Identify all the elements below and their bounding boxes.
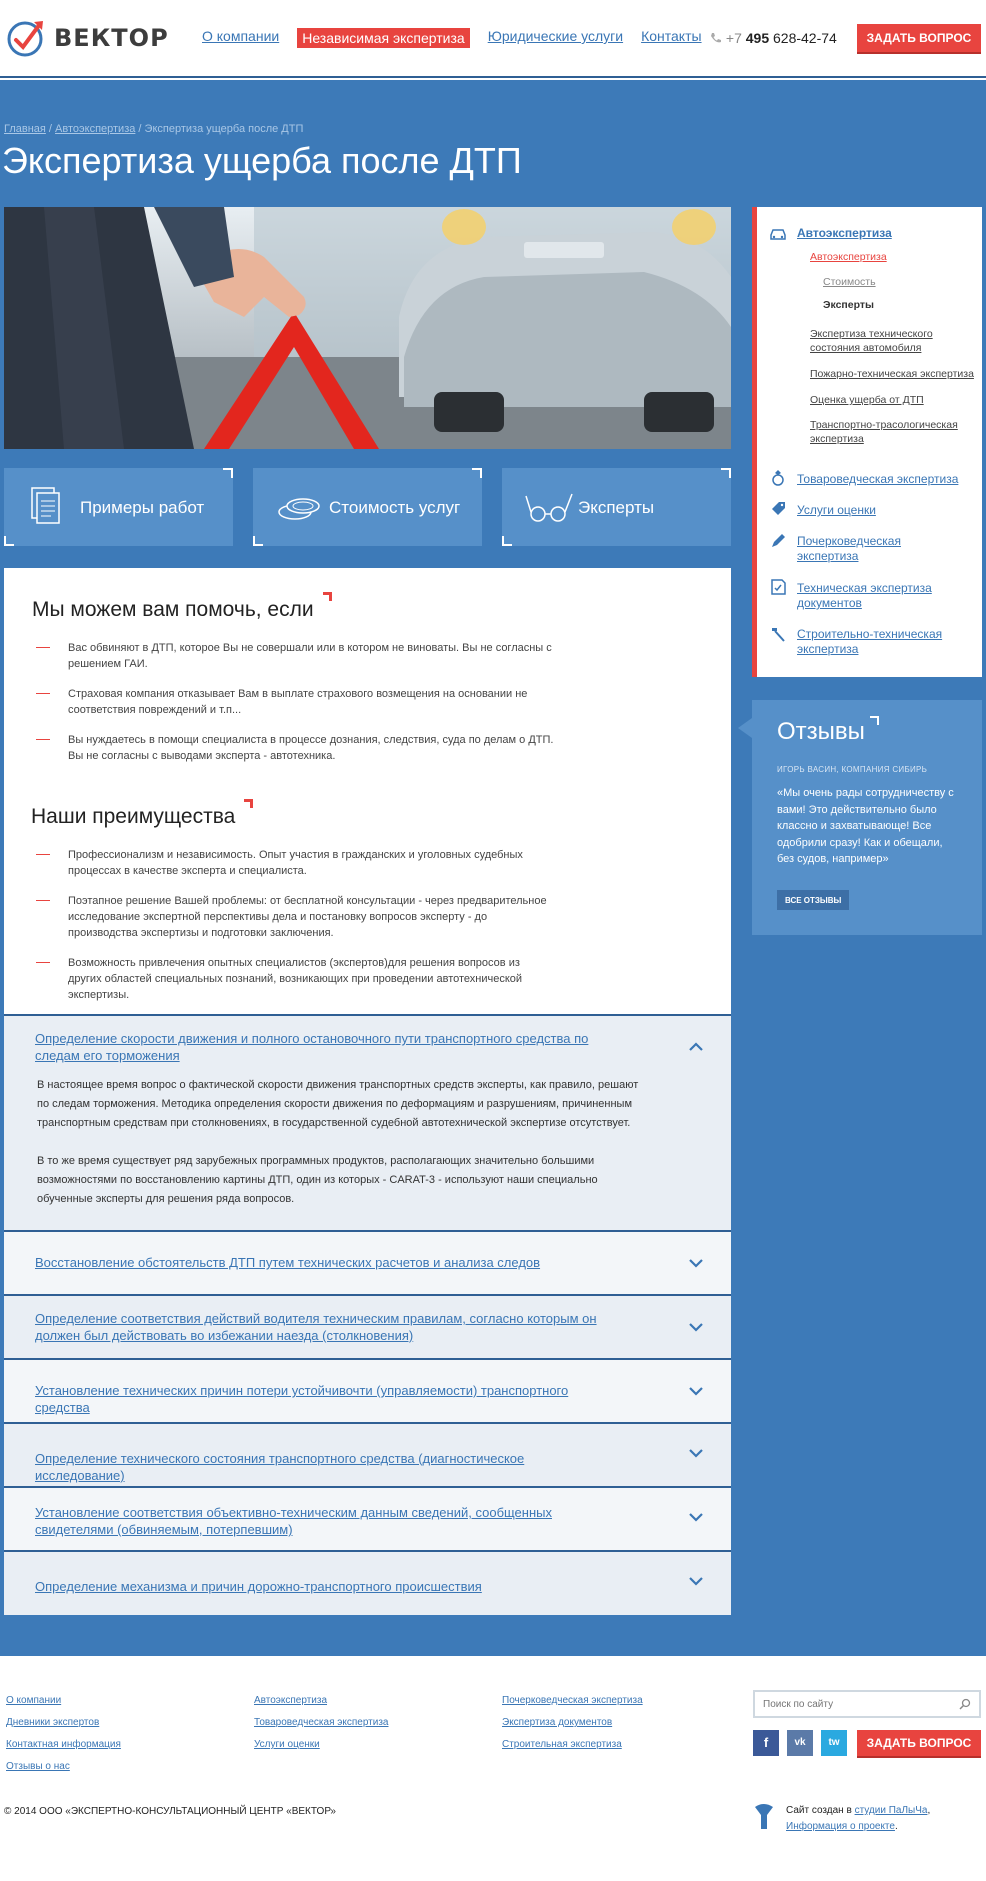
sidebar-item[interactable]: Техническая экспертиза документов — [797, 581, 932, 610]
glasses-icon — [524, 486, 574, 528]
review-author: ИГОРЬ ВАСИН, КОМПАНИЯ СИБИРЬ — [777, 765, 928, 774]
main-nav — [202, 28, 702, 48]
sidebar-sub-auto[interactable]: Автоэкспертиза — [810, 251, 887, 263]
copyright: © 2014 ООО «ЭКСПЕРТНО-КОНСУЛЬТАЦИОННЫЙ ЦЕНТР «ВЕКТОР» — [4, 1806, 336, 1817]
nav-expertise[interactable]: Независимая экспертиза — [297, 28, 469, 48]
reviews-block — [752, 700, 982, 935]
footer-link[interactable]: Строительная экспертиза — [502, 1739, 622, 1750]
accordion-item — [4, 1422, 731, 1486]
coins-icon — [275, 486, 325, 528]
footer-link[interactable]: Контактная информация — [6, 1739, 121, 1750]
phone-icon — [710, 32, 722, 44]
advantages-title: Наши преимущества — [31, 805, 235, 829]
footer-col-3 — [502, 1690, 643, 1756]
sidebar-sub-experts: Эксперты — [823, 299, 874, 311]
footer-col-1 — [6, 1690, 121, 1778]
logo-text: ВЕКТОР — [54, 24, 169, 52]
phone: +7 495 628-42-74 — [710, 30, 837, 46]
nav-legal[interactable]: Юридические услуги — [487, 28, 624, 44]
sidebar-sub-item[interactable]: Экспертиза технического состояния автомобиля — [810, 328, 933, 354]
logo[interactable] — [6, 18, 169, 58]
diamond-ring-icon — [769, 469, 787, 487]
breadcrumb: Главная / Автоэкспертиза / Экспертиза ущерба после ДТП — [4, 123, 304, 135]
breadcrumb-home[interactable]: Главная — [4, 123, 46, 135]
logo-target-icon — [6, 18, 46, 58]
studio-logo-icon — [753, 1803, 775, 1831]
footer-link[interactable]: Автоэкспертиза — [254, 1695, 328, 1706]
help-title: Мы можем вам помочь, если — [32, 598, 314, 622]
footer-link[interactable]: Почерковедческая экспертиза — [502, 1695, 643, 1706]
site-search — [753, 1690, 981, 1718]
sidebar-item[interactable]: Услуги оценки — [797, 503, 876, 517]
info-card — [4, 568, 731, 1014]
accordion-title[interactable]: Установление технических причин потери устойчивочти (управляемости) транспортного средства — [35, 1383, 569, 1415]
search-icon[interactable] — [959, 1698, 971, 1710]
all-reviews-button[interactable]: ВСЕ ОТЗЫВЫ — [777, 890, 849, 910]
hammer-icon — [769, 625, 787, 643]
hero-image — [4, 207, 731, 449]
chevron-up-icon[interactable] — [689, 1040, 703, 1054]
sidebar-sub-item[interactable]: Пожарно-техническая экспертиза — [810, 368, 974, 380]
made-by: Сайт создан в студии ПаЛыЧа, Информация о проекте. — [786, 1805, 931, 1832]
tile-label: Эксперты — [578, 498, 655, 517]
studio-link[interactable]: студии ПаЛыЧа — [854, 1805, 928, 1816]
footer-link[interactable]: Услуги оценки — [254, 1739, 320, 1750]
chevron-down-icon[interactable] — [689, 1256, 703, 1270]
list-item: Профессионализм и независимость. Опыт участия в гражданских и уголовных судебных процессах в качестве эксперта и специалиста. — [34, 847, 554, 879]
page-title: Экспертиза ущерба после ДТП — [2, 140, 522, 181]
sidebar-sub-item[interactable]: Транспортно-трасологическая экспертиза — [810, 419, 958, 445]
accordion-item — [4, 1486, 731, 1550]
review-quote: «Мы очень рады сотрудничеству с вами! Это действительно было классно и захватывающе! Все одобрили сразу! Как и обещали, без судов, например» — [777, 787, 954, 865]
tile-work-examples[interactable] — [4, 468, 233, 546]
accordion-item — [4, 1294, 731, 1358]
sidebar-item[interactable]: Строительно-техническая экспертиза — [797, 627, 943, 656]
sidebar-sub-item[interactable]: Оценка ущерба от ДТП — [810, 394, 924, 406]
sidebar-item[interactable]: Товароведческая экспертиза — [797, 472, 959, 486]
chevron-down-icon[interactable] — [689, 1446, 703, 1460]
advantages-list — [34, 847, 554, 1017]
sidebar-item-auto[interactable]: Автоэкспертиза — [797, 226, 892, 240]
tile-label: Примеры работ — [80, 498, 205, 517]
vkontakte-icon[interactable]: vk — [787, 1730, 813, 1756]
breadcrumb-current: Экспертиза ущерба после ДТП — [144, 123, 304, 135]
nav-about[interactable]: О компании — [202, 28, 280, 44]
footer-link[interactable]: О компании — [6, 1695, 62, 1706]
hero-accident-illustration — [4, 207, 731, 449]
footer-link[interactable]: Отзывы о нас — [6, 1761, 70, 1772]
reviews-title: Отзывы — [777, 718, 865, 746]
accordion-title[interactable]: Установление соответствия объективно-техническим данным сведений, сообщенных свидетелями (обвиняемым, потерпевшим) — [35, 1505, 552, 1537]
project-info-link[interactable]: Информация о проекте — [786, 1821, 895, 1832]
service-tiles — [4, 468, 731, 546]
sidebar-item[interactable]: Почерковедческая экспертиза — [797, 534, 901, 563]
documents-icon — [26, 486, 76, 528]
car-icon — [769, 224, 787, 242]
list-item: Поэтапное решение Вашей проблемы: от бесплатной консультации - через предварительное исследование экспертной перспективы дела и постановку вопросов эксперту - до производства экспертизы и подготовки заключения. — [34, 893, 554, 941]
pen-icon — [769, 532, 787, 550]
list-item: Возможность привлечения опытных специалистов (экспертов)для решения вопросов из других областей специальных познаний, возникающих при проведении автотехнической экспертизы. — [34, 955, 554, 1003]
accordion-title[interactable]: Определение механизма и причин дорожно-транспортного происшествия — [35, 1579, 482, 1594]
accordion-item — [4, 1358, 731, 1422]
ask-question-button[interactable]: ЗАДАТЬ ВОПРОС — [857, 24, 981, 52]
nav-contacts[interactable]: Контакты — [641, 28, 702, 44]
chevron-down-icon[interactable] — [689, 1384, 703, 1398]
list-item: Вы нуждаетесь в помощи специалиста в процессе дознания, следствия, суда по делам о ДТП. Вы не согласны с выводами эксперта - автотехника. — [34, 732, 554, 764]
accordion-item-expanded — [4, 1014, 731, 1230]
tile-pricing[interactable] — [253, 468, 482, 546]
site-header — [0, 0, 986, 78]
footer-link[interactable]: Дневники экспертов — [6, 1717, 100, 1728]
twitter-icon[interactable]: tw — [821, 1730, 847, 1756]
footer-link[interactable]: Экспертиза документов — [502, 1717, 613, 1728]
footer-ask-question-button[interactable]: ЗАДАТЬ ВОПРОС — [857, 1730, 981, 1756]
price-tag-icon — [769, 500, 787, 518]
accordion-item — [4, 1550, 731, 1615]
chevron-down-icon[interactable] — [689, 1574, 703, 1588]
list-item: Вас обвиняют в ДТП, которое Вы не совершали или в котором не виноваты. Вы не согласны с решением ГАИ. — [34, 640, 554, 672]
sidebar-menu — [752, 207, 982, 677]
sidebar-sub-cost[interactable]: Стоимость — [823, 276, 876, 288]
search-input[interactable] — [763, 1697, 953, 1711]
footer-col-2 — [254, 1690, 389, 1756]
chevron-down-icon[interactable] — [689, 1510, 703, 1524]
tile-experts[interactable] — [502, 468, 731, 546]
help-list — [34, 640, 554, 778]
facebook-icon[interactable]: f — [753, 1730, 779, 1756]
chevron-down-icon[interactable] — [689, 1320, 703, 1334]
accordion-item — [4, 1230, 731, 1294]
accordion-title[interactable]: Определение соответствия действий водителя техническим правилам, согласно которым он должен был действовать во избежании наезда (столкновения) — [35, 1311, 597, 1343]
footer-link[interactable]: Товароведческая экспертиза — [254, 1717, 389, 1728]
accordion-body: В настоящее время вопрос о фактической скорости движения транспортных средств эксперты, как правило, решают по следам торможения. Методика определения скорости движения по деформациям и разрушениям, причиненным транспортным средствам при столкновениях, в государственной судебной автотехнической экспертизе отсутствует. В то же время существует ряд зарубежных программных продуктов, располагающих значительно большими возможностями по восстановлению картины ДТП, один из которых - CARAT-3 - используют наши специально обученные эксперты для решения ряда вопросов. — [37, 1079, 639, 1205]
accordion-title[interactable]: Определение технического состояния транспортного средства (диагностическое исследование) — [35, 1451, 525, 1483]
list-item: Страховая компания отказывает Вам в выплате страхового возмещения на основании не соответствия повреждений и т.п... — [34, 686, 554, 718]
document-icon — [769, 578, 787, 596]
accordion-title[interactable]: Определение скорости движения и полного остановочного пути транспортного средства по следам его торможения — [35, 1031, 589, 1063]
accordion-title[interactable]: Восстановление обстоятельств ДТП путем технических расчетов и анализа следов — [35, 1255, 541, 1270]
tile-label: Стоимость услуг — [329, 498, 461, 517]
breadcrumb-section[interactable]: Автоэкспертиза — [55, 123, 136, 135]
